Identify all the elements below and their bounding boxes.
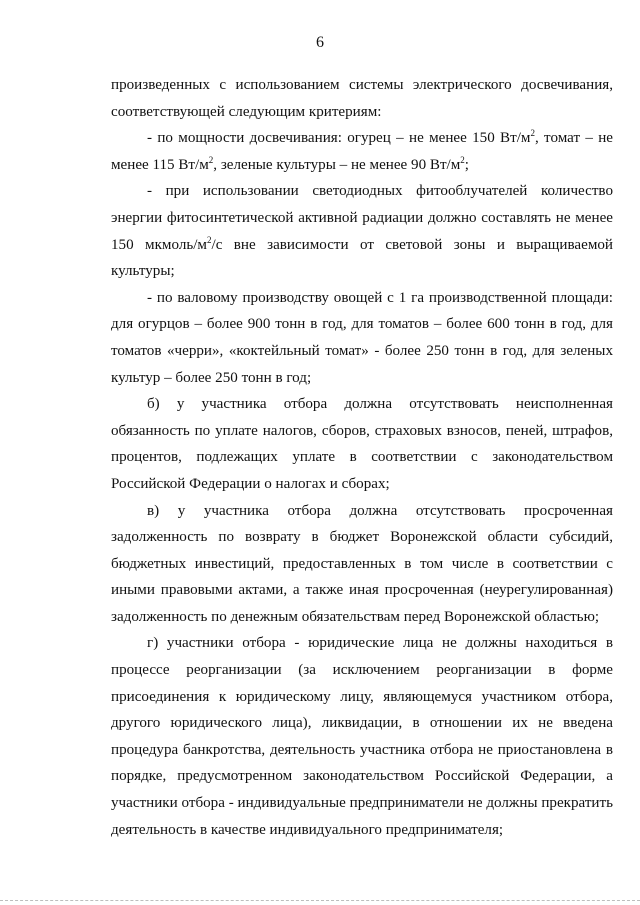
paragraph-led-criteria: - при использовании светодиодных фитооблучателей количество энергии фитосинтетической активной радиации должно составлять не менее 150 мкмоль/$м^2/с$ вне зависимости от световой зоны и выращиваемой культуры; — [111, 183, 614, 280]
page-number: 6 — [316, 34, 324, 51]
paragraph-item-b: б) у участника отбора должна отсутствовать неисполненная обязанность по уплате налогов, сборов, страховых взносов, пеней, штрафов, процентов, подлежащих уплате в соответствии с законодательством Российской Федерации о налогах и сборах; — [111, 396, 613, 492]
document-body — [111, 72, 613, 843]
paragraph-item-v: в) у участника отбора должна отсутствовать просроченная задолженность по возврату в бюджет Воронежской области субсидий, бюджетных инвестиций, предоставленных в том числе в соответствии с иными правовыми актами, а также иная просроченная (неурегулированная) задолженность по денежным обязательствам перед Воронежской областью; — [111, 502, 613, 625]
paragraph-production-criteria: - по валовому производству овощей с 1 га производственной площади: для огурцов – более 900 тонн в год, для томатов – более 600 тонн в год, для томатов «черри», «коктейльный томат» - более 250 тонн в год, для зеленых культур – более 250 тонн в год; — [111, 289, 613, 386]
paragraph-item-g: г) участники отбора - юридические лица не должны находиться в процессе реорганизации (за исключением реорганизации в форме присоединения к юридическому лицу, являющемуся участником отбора, другого юридического лица), ликвидации, в отношении их не введена процедура банкротства, деятельность участника отбора не приостановлена в порядке, предусмотренном законодательством Российской Федерации, а участники отбора - индивидуальные предприниматели не должны прекратить деятельность в качестве индивидуального предпринимателя; — [111, 635, 613, 838]
paragraph-intro: произведенных с использованием системы электрического досвечивания, соответствующей следующим критериям: — [111, 77, 613, 120]
page-bottom-edge — [0, 900, 640, 901]
paragraph-power-criteria: - по мощности досвечивания: огурец – не менее 150 $Вт/м^2$, томат – не менее 115 $Вт/м^2$, зеленые культуры – не менее 90 $Вт/м^2$; — [111, 128, 613, 173]
